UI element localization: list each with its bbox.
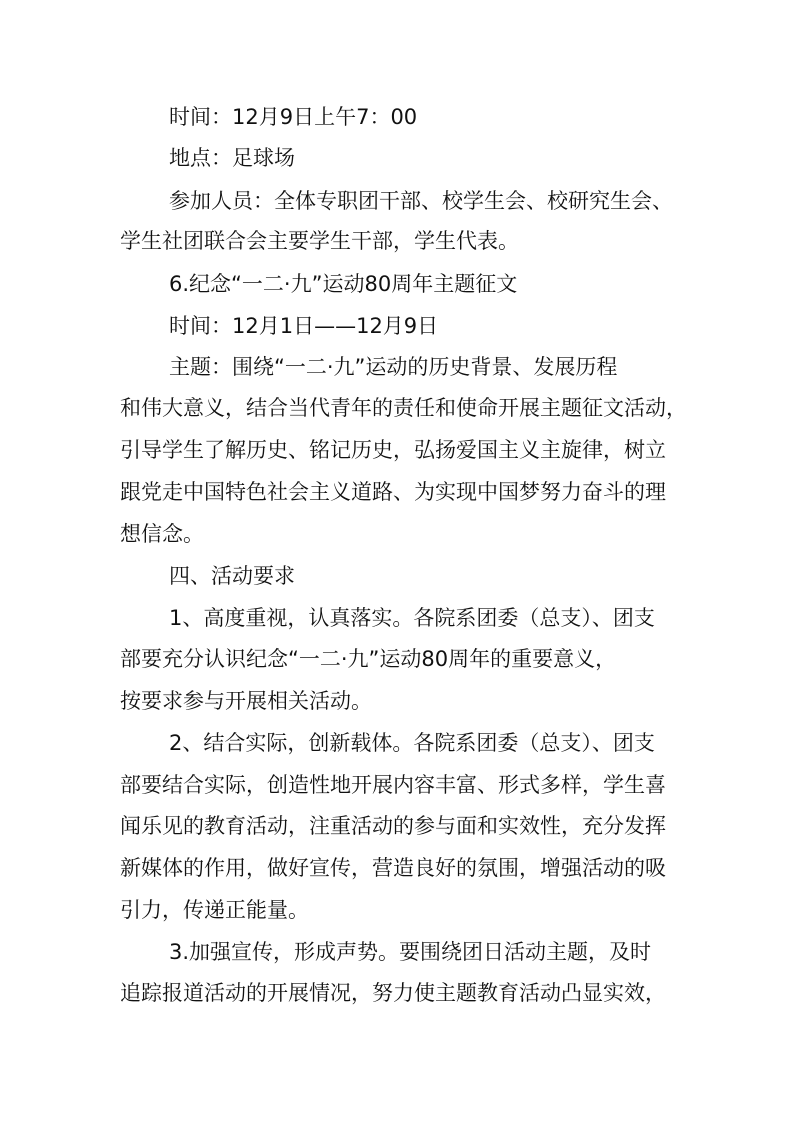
text-line-req-2-cont-2: 闻乐见的教育活动，注重活动的参与面和实效性，充分发挥 xyxy=(120,814,666,838)
text-line-req-1: 1、高度重视，认真落实。各院系团委（总支）、团支 xyxy=(169,606,655,630)
text-line-essay-title: 6.纪念“一二·九”运动80周年主题征文 xyxy=(169,272,518,296)
text-line-req-3: 3.加强宣传，形成声势。要围绕团日活动主题，及时 xyxy=(169,940,652,964)
text-line-location: 地点：足球场 xyxy=(169,146,295,170)
text-line-req-3-cont-1: 追踪报道活动的开展情况，努力使主题教育活动凸显实效， xyxy=(120,981,666,1005)
text-line-theme-cont-1: 和伟大意义，结合当代青年的责任和使命开展主题征文活动， xyxy=(120,396,687,420)
text-line-time-2: 时间：12月1日——12月9日 xyxy=(169,314,439,338)
text-line-participants: 参加人员：全体专职团干部、校学生会、校研究生会、 xyxy=(169,189,673,213)
text-line-req-1-cont-2: 按要求参与开展相关活动。 xyxy=(120,689,372,713)
text-line-theme-cont-4: 想信念。 xyxy=(120,522,204,546)
text-line-req-2-cont-3: 新媒体的作用，做好宣传，营造良好的氛围，增强活动的吸 xyxy=(120,856,666,880)
text-line-participants-cont: 学生社团联合会主要学生干部，学生代表。 xyxy=(120,229,519,253)
text-line-req-2-cont-4: 引力，传递正能量。 xyxy=(120,898,309,922)
text-line-req-2-cont-1: 部要结合实际，创造性地开展内容丰富、形式多样，学生喜 xyxy=(120,773,666,797)
text-line-req-1-cont-1: 部要充分认识纪念“一二·九”运动80周年的重要意义， xyxy=(120,647,617,671)
text-line-time-1: 时间：12月9日上午7：00 xyxy=(169,105,418,129)
text-line-req-2: 2、结合实际，创新载体。各院系团委（总支）、团支 xyxy=(169,731,655,755)
text-line-theme-cont-3: 跟党走中国特色社会主义道路、为实现中国梦努力奋斗的理 xyxy=(120,480,666,504)
text-line-theme-cont-2: 引导学生了解历史、铭记历史，弘扬爱国主义主旋律，树立 xyxy=(120,438,666,462)
text-line-theme: 主题：围绕“一二·九”运动的历史背景、发展历程 xyxy=(169,355,618,379)
section-heading-requirements: 四、活动要求 xyxy=(169,564,295,588)
